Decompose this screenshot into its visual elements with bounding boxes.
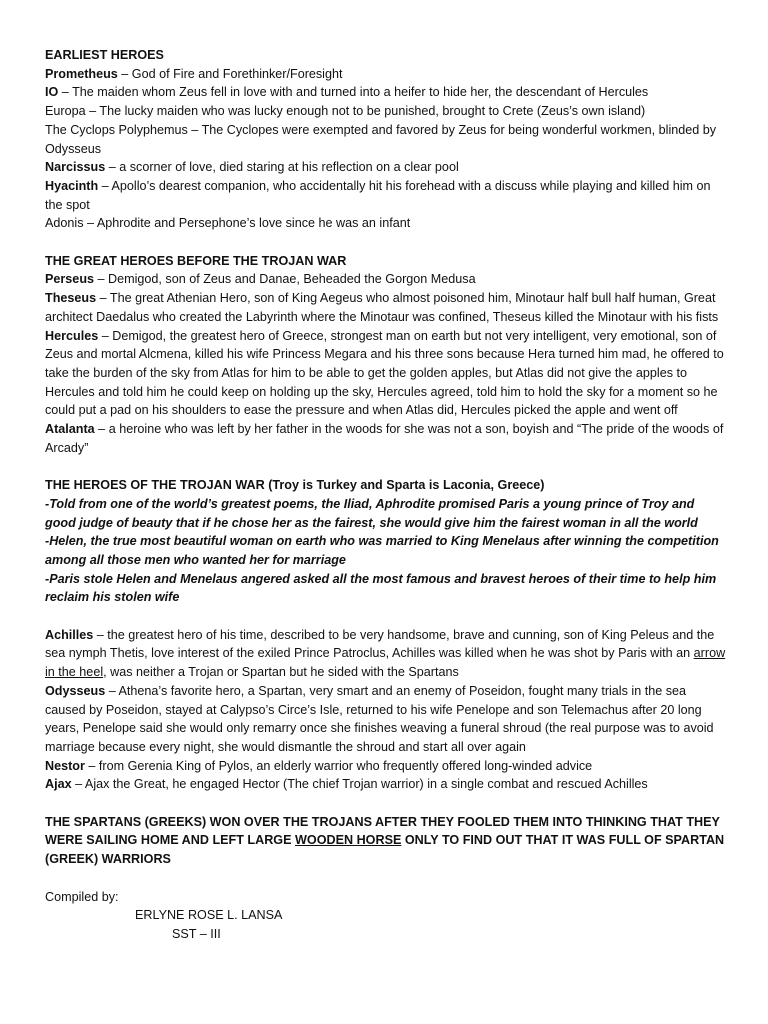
entry-ajax xyxy=(45,775,728,794)
paragraph-gap xyxy=(45,233,728,252)
hero-description: – the greatest hero of his time, described to be very handsome, brave and cunning, son of King Peleus and the sea nymph Thetis, love interest of the exiled Prince Patroclus, Achilles was killed when he was shot by Paris with an xyxy=(45,627,715,661)
hero-description-end: , was neither a Trojan or Spartan but he sided with the Spartans xyxy=(103,665,459,680)
hero-name: Ajax xyxy=(45,777,72,792)
hero-name: Narcissus xyxy=(45,160,106,175)
paragraph-gap xyxy=(45,869,728,888)
entry-adonis xyxy=(45,214,728,233)
entry-io xyxy=(45,83,728,102)
paragraph-gap xyxy=(45,457,728,476)
note-helen: -Helen, the true most beautiful woman on earth who was married to King Menelaus after winning the competition among all those men who wanted her for marriage xyxy=(45,534,719,567)
hero-name: Prometheus xyxy=(45,66,118,81)
hero-description: – Ajax the Great, he engaged Hector (The chief Trojan warrior) in a single combat and rescued Achilles xyxy=(71,777,648,792)
hero-name: Achilles xyxy=(45,627,94,642)
hero-description: Europa – The lucky maiden who was lucky enough not to be punished, brought to Crete (Zeus’s own island) xyxy=(45,104,646,119)
trojan-war-heroes xyxy=(45,626,728,794)
entry-atalanta xyxy=(45,420,728,457)
paragraph-gap xyxy=(45,794,728,813)
section-trojan-war xyxy=(45,476,728,607)
entry-cyclops xyxy=(45,121,728,158)
conclusion-paragraph xyxy=(45,813,728,869)
entry-odysseus xyxy=(45,682,728,757)
hero-description: – Demigod, son of Zeus and Danae, Beheaded the Gorgon Medusa xyxy=(94,272,476,287)
hero-description: – Demigod, the greatest hero of Greece, strongest man on earth but not very intelligent, very emotional, son of Zeus and mortal Alcmena, killed his wife Princess Megara and his three sons because Hera turned him mad, he offered to take the burden of the sky from Atlas for him to be able to get the golden apples, but Atlas did not give the apples to Hercules and told him he could keep on holding up the sky, Hercules agreed, told him to hold the sky for a moment so he could put a pad on his shoulders to ease the pressure and when Atlas did, Hercules picked the apple and went off xyxy=(45,328,724,418)
hero-name: Theseus xyxy=(45,291,97,306)
compiled-by-label: Compiled by: xyxy=(45,889,119,904)
hero-description: – God of Fire and Forethinker/Foresight xyxy=(117,66,343,81)
hero-name: Atalanta xyxy=(45,422,95,437)
hero-description: – a scorner of love, died staring at his reflection on a clear pool xyxy=(105,160,459,175)
hero-description: – Apollo’s dearest companion, who accidentally hit his forehead with a discuss while playing and killed him on the spot xyxy=(45,178,711,212)
hero-name: Hyacinth xyxy=(45,178,99,193)
entry-theseus xyxy=(45,289,728,326)
hero-description: – The maiden whom Zeus fell in love with and turned into a heifer to hide her, the descendant of Hercules xyxy=(58,85,649,100)
section-heading: THE GREAT HEROES BEFORE THE TROJAN WAR xyxy=(45,253,347,268)
author-class: SST – III xyxy=(172,926,221,941)
credits xyxy=(45,888,728,944)
underlined-phrase: arrow in the heel xyxy=(45,646,726,680)
hero-name: Hercules xyxy=(45,328,99,343)
entry-europa xyxy=(45,102,728,121)
author-name: ERLYNE ROSE L. LANSA xyxy=(135,908,283,923)
hero-description: – The great Athenian Hero, son of King Aegeus who almost poisoned him, Minotaur half bull half human, Great architect Daedalus who created the Labyrinth where the Minotaur was confined, Theseus killed the Minotaur with his fists xyxy=(45,291,719,324)
note-paris: -Paris stole Helen and Menelaus angered asked all the most famous and bravest heroes of their time to help him reclaim his stolen wife xyxy=(45,571,717,605)
conclusion-text: THE SPARTANS (GREEKS) WON OVER THE TROJANS AFTER THEY FOOLED THEM INTO THINKING THAT THEY WERE SAILING HOME AND LEFT LARGE xyxy=(45,814,720,848)
hero-description: Adonis – Aphrodite and Persephone’s love since he was an infant xyxy=(45,216,411,231)
hero-name: Perseus xyxy=(45,272,95,287)
hero-name: Nestor xyxy=(45,758,85,773)
hero-description: – from Gerenia King of Pylos, an elderly warrior who frequently offered long-winded advice xyxy=(84,758,593,773)
conclusion-text-end: ONLY TO FIND OUT THAT IT WAS FULL OF SPARTAN (GREEK) WARRIORS xyxy=(45,833,725,867)
note-iliad: -Told from one of the world’s greatest poems, the Iliad, Aphrodite promised Paris a young prince of Troy and good judge of beauty that if he chose her as the fairest, she would give him the fairest woman in all the world xyxy=(45,496,698,530)
hero-description: – a heroine who was left by her father in the woods for she was not a son, boyish and “The pride of the woods of Arcady” xyxy=(45,422,724,455)
entry-perseus xyxy=(45,270,728,289)
section-heading: THE HEROES OF THE TROJAN WAR (Troy is Turkey and Sparta is Laconia, Greece) xyxy=(45,478,545,493)
entry-prometheus xyxy=(45,65,728,84)
entry-hyacinth xyxy=(45,177,728,214)
underlined-phrase: WOODEN HORSE xyxy=(295,833,402,848)
entry-narcissus xyxy=(45,158,728,177)
hero-name: IO xyxy=(45,85,59,100)
hero-description: The Cyclops Polyphemus – The Cyclopes were exempted and favored by Zeus for being wonderful workmen, blinded by Odysseus xyxy=(45,122,717,156)
paragraph-gap xyxy=(45,607,728,626)
entry-hercules xyxy=(45,327,728,421)
entry-achilles xyxy=(45,626,728,682)
section-earliest-heroes xyxy=(45,46,728,233)
hero-name: Odysseus xyxy=(45,683,106,698)
section-heading: EARLIEST HEROES xyxy=(45,48,164,62)
hero-description: – Athena’s favorite hero, a Spartan, very smart and an enemy of Poseidon, fought many trials in the sea caused by Poseidon, stayed at Calypso’s Circe’s Isle, returned to his wife Penelope and son Telemachus after 20 long years, Penelope said she would only remarry once she finishes weaving a funeral shroud (the real purpose was to avoid marriage because every night, she would dismantle the shroud and start all over again xyxy=(45,683,714,754)
entry-nestor xyxy=(45,757,728,776)
section-great-heroes xyxy=(45,252,728,458)
